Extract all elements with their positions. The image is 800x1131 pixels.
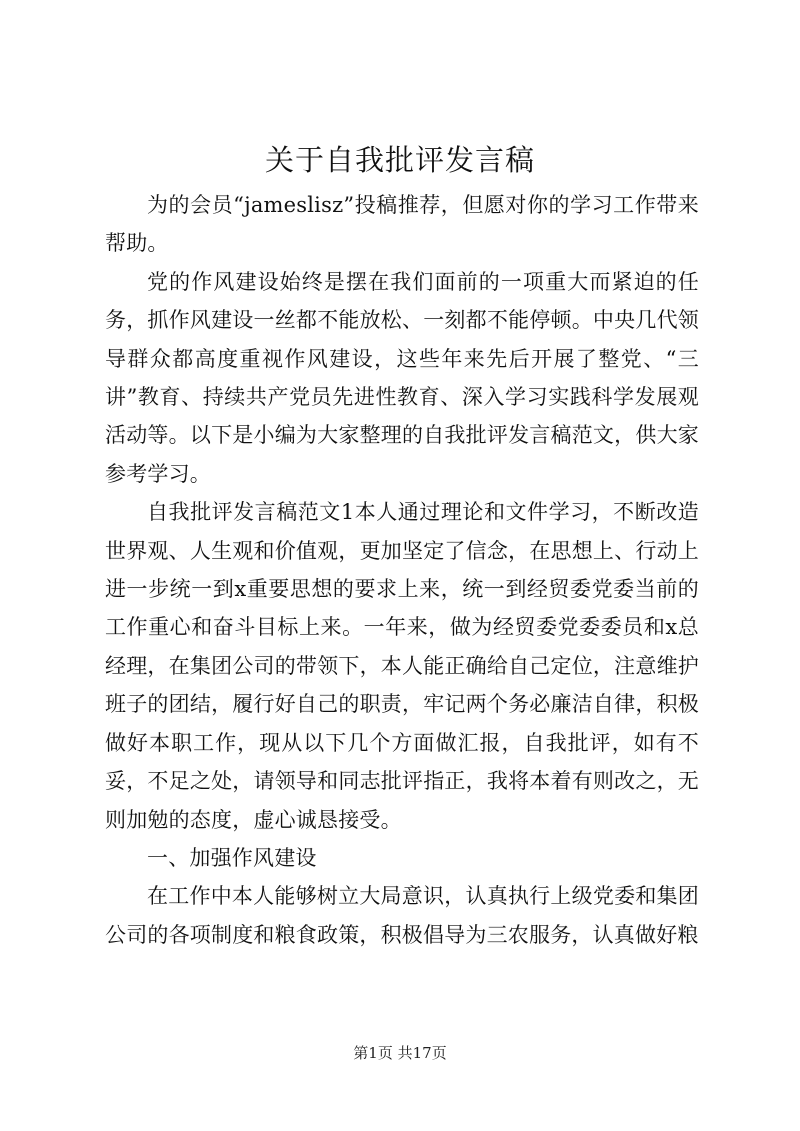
page-indicator: 第1页 共17页 — [353, 1044, 447, 1062]
paragraph-section-1: 在工作中本人能够树立大局意识，认真执行上级党委和集团公司的各项制度和粮食政策，积极倡导为三农服务，认真做好粮 — [105, 884, 699, 947]
paragraph-background: 党的作风建设始终是摆在我们面前的一项重大而紧迫的任务，抓作风建设一丝都不能放松、一刻都不能停顿。中央几代领导群众都高度重视作风建设，这些年来先后开展了整党、“三讲”教育、持续共产党员先进性教育、深入学习实践科学发展观活动等。以下是小编为大家整理的自我批评发言稿范文，供大家参考学习。 — [105, 269, 699, 486]
paragraph-intro: 为的会员“jameslisz”投稿推荐，但愿对你的学习工作带来帮助。 — [105, 193, 699, 256]
section-heading: 一、加强作风建设 — [147, 845, 317, 870]
document-body — [105, 186, 699, 954]
page-title: 关于自我批评发言稿 — [264, 143, 535, 177]
paragraph-sample-1: 自我批评发言稿范文1本人通过理论和文件学习，不断改造世界观、人生观和价值观，更加坚定了信念，在思想上、行动上进一步统一到x重要思想的要求上来，统一到经贸委党委当前的工作重心和奋斗目标上来。一年来，做为经贸委党委委员和x总经理，在集团公司的带领下，本人能正确给自己定位，注意维护班子的团结，履行好自己的职责，牢记两个务必廉洁自律，积极做好本职工作，现从以下几个方面做汇报，自我批评，如有不妥，不足之处，请领导和同志批评指正，我将本着有则改之，无则加勉的态度，虚心诚恳接受。 — [105, 500, 699, 832]
